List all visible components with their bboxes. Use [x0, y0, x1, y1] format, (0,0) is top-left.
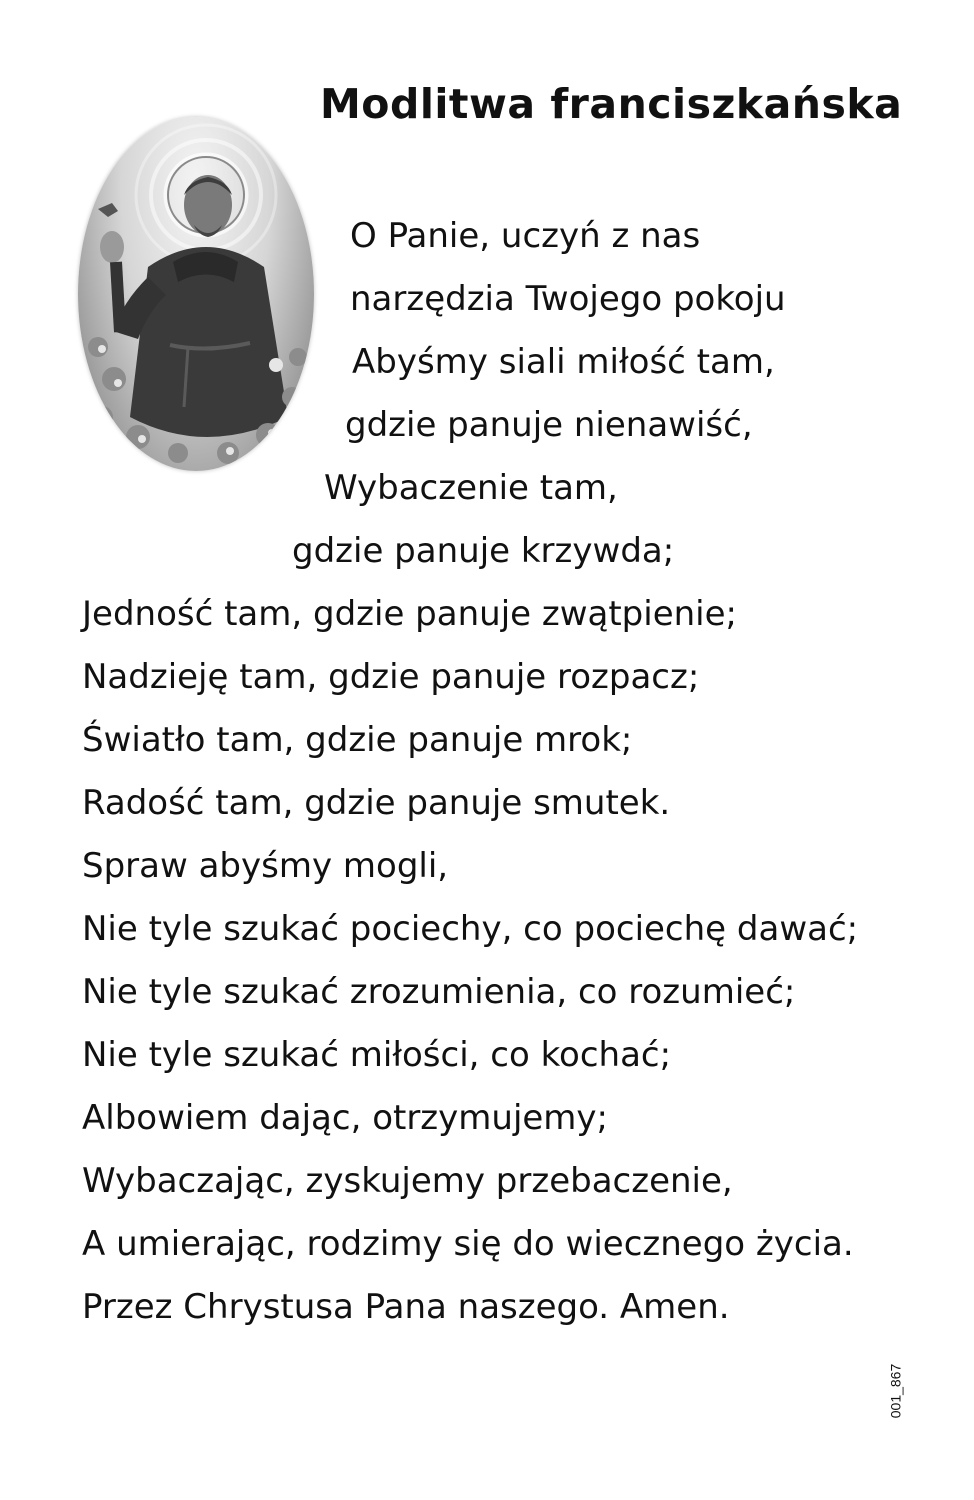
prayer-line: Nie tyle szukać miłości, co kochać;	[82, 1035, 672, 1075]
prayer-title: Modlitwa franciszkańska	[320, 80, 903, 128]
prayer-line: narzędzia Twojego pokoju	[350, 279, 786, 319]
saint-figure-icon	[78, 117, 314, 471]
prayer-line: Nie tyle szukać pociechy, co pociechę dawać;	[82, 909, 859, 949]
prayer-line: gdzie panuje nienawiść,	[345, 405, 753, 445]
prayer-line: Nadzieję tam, gdzie panuje rozpacz;	[82, 657, 700, 697]
prayer-line: Wybaczając, zyskujemy przebaczenie,	[82, 1161, 733, 1201]
prayer-line: Spraw abyśmy mogli,	[82, 846, 449, 886]
prayer-line: Nie tyle szukać zrozumienia, co rozumieć;	[82, 972, 796, 1012]
saint-francis-portrait	[78, 117, 314, 471]
prayer-line: Radość tam, gdzie panuje smutek.	[82, 783, 671, 823]
prayer-line: Abyśmy siali miłość tam,	[352, 342, 775, 382]
prayer-line: gdzie panuje krzywda;	[292, 531, 675, 571]
prayer-line: Przez Chrystusa Pana naszego. Amen.	[82, 1287, 730, 1327]
prayer-line: Albowiem dając, otrzymujemy;	[82, 1098, 609, 1138]
prayer-line: A umierając, rodzimy się do wiecznego życia.	[82, 1224, 854, 1264]
prayer-line: Światło tam, gdzie panuje mrok;	[82, 720, 633, 760]
prayer-line: Jedność tam, gdzie panuje zwątpienie;	[82, 594, 737, 634]
prayer-line: Wybaczenie tam,	[324, 468, 618, 508]
product-code: 001_867	[887, 1363, 904, 1419]
prayer-line: O Panie, uczyń z nas	[350, 216, 701, 256]
